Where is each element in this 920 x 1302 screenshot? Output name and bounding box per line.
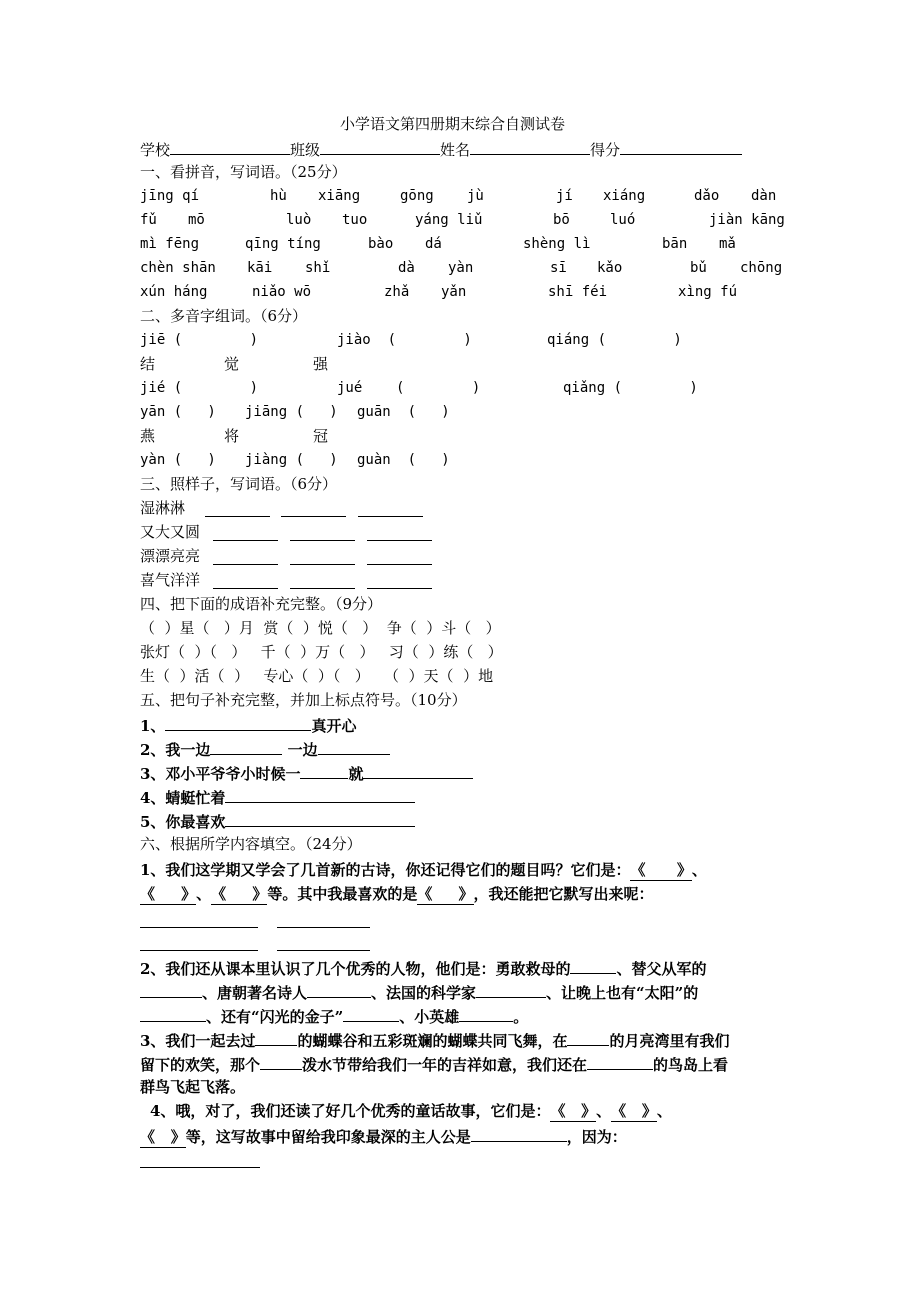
pinyin-blank[interactable]: qiáng ( ) — [547, 332, 682, 348]
pinyin-blank[interactable]: yān ( ) — [140, 404, 216, 420]
question-text: 的鸟岛上看 — [653, 1056, 729, 1074]
answer-blank[interactable] — [255, 1029, 297, 1046]
polyphonic-character: 结 — [140, 355, 156, 373]
pinyin-word: xìng fú — [678, 284, 738, 300]
question-text: 2、我们还从课本里认识了几个优秀的人物，他们是：勇敢救母的 — [140, 960, 571, 978]
separator: 、 — [691, 861, 707, 879]
class-blank[interactable] — [320, 138, 440, 155]
pinyin-word: niǎo wō — [252, 284, 312, 300]
polyphonic-character: 将 — [224, 427, 240, 445]
pinyin-blank[interactable]: yàn ( ) — [140, 452, 216, 468]
pinyin-word: qīng tíng — [245, 236, 321, 252]
answer-blank[interactable] — [290, 540, 355, 541]
question-text: 、替父从军的 — [616, 960, 707, 978]
pinyin-word: luò — [286, 212, 312, 228]
pinyin-word: mǎ — [719, 236, 736, 252]
pinyin-word: zhǎ — [384, 284, 410, 300]
pinyin-word: bǔ — [690, 260, 707, 276]
answer-blank[interactable] — [471, 1125, 567, 1142]
answer-blank[interactable] — [358, 516, 423, 517]
poem-line-blank[interactable] — [140, 927, 258, 928]
question-text: 。 — [513, 1008, 529, 1026]
q6-2-line2 — [140, 981, 698, 1003]
score-label: 得分 — [590, 141, 621, 159]
pinyin-word: bān — [662, 236, 688, 252]
sentence-text: 一边 — [287, 741, 318, 759]
sentence-text: 就 — [348, 765, 364, 783]
question-text: 4、哦，对了，我们还读了好几个优秀的童话故事，它们是： — [150, 1102, 551, 1120]
answer-blank[interactable] — [570, 957, 616, 974]
example-word: 漂漂亮亮 — [140, 547, 201, 565]
pinyin-blank[interactable]: jié ( ) — [140, 380, 259, 396]
answer-blank[interactable] — [367, 564, 432, 565]
pinyin-word: yàn — [448, 260, 474, 276]
poem-title-blank[interactable] — [140, 884, 196, 905]
poem-title-blank[interactable] — [211, 884, 267, 905]
name-label: 姓名 — [440, 141, 471, 159]
sentence-1 — [140, 714, 356, 736]
section-5-heading: 五、把句子补充完整，并加上标点符号。（10分） — [140, 691, 467, 709]
separator: 、 — [596, 1102, 612, 1120]
school-blank[interactable] — [170, 138, 290, 155]
answer-blank[interactable] — [281, 516, 346, 517]
student-info-line — [140, 138, 742, 160]
q6-1-line1 — [140, 860, 707, 881]
pinyin-word: hù — [270, 188, 287, 204]
pinyin-word: dá — [425, 236, 442, 252]
pinyin-word: chōng — [740, 260, 783, 276]
question-text: 3、我们一起去过 — [140, 1032, 256, 1050]
separator: 、 — [196, 885, 212, 903]
question-text: 的月亮湾里有我们 — [609, 1032, 730, 1050]
answer-blank[interactable] — [367, 540, 432, 541]
answer-blank[interactable] — [343, 1005, 399, 1022]
right-quote: 》 — [581, 1102, 597, 1120]
pinyin-word: kǎo — [597, 260, 623, 276]
pinyin-blank[interactable]: jiàng ( ) — [245, 452, 338, 468]
pinyin-word: xiáng — [603, 188, 646, 204]
sentence-text: 2、我一边 — [140, 741, 211, 759]
answer-blank[interactable] — [367, 588, 432, 589]
question-text: ，因为： — [566, 1128, 627, 1146]
page-title: 小学语文第四册期末综合自测试卷 — [340, 115, 566, 133]
pinyin-word: dǎo — [694, 188, 720, 204]
answer-blank[interactable] — [225, 786, 415, 803]
answer-blank[interactable] — [213, 540, 278, 541]
story-title-blank[interactable] — [550, 1101, 596, 1122]
answer-blank[interactable] — [307, 981, 371, 998]
section-1-heading: 一、看拼音，写词语。（25分） — [140, 163, 347, 181]
sentence-4 — [140, 786, 415, 808]
answer-blank[interactable] — [260, 1053, 302, 1070]
left-quote: 《 — [550, 1102, 566, 1120]
example-word: 湿淋淋 — [140, 499, 186, 517]
question-text: 等。其中我最喜欢的是 — [267, 885, 418, 903]
left-quote: 《 — [211, 885, 227, 903]
q6-2-line3 — [140, 1005, 528, 1027]
class-label: 班级 — [290, 141, 321, 159]
question-text: 、还有“闪光的金子” — [206, 1008, 344, 1026]
example-word: 又大又圆 — [140, 523, 201, 541]
answer-blank[interactable] — [225, 810, 415, 827]
pinyin-word: gōng — [400, 188, 434, 204]
answer-blank[interactable] — [140, 1005, 206, 1022]
poem-line-blank[interactable] — [277, 950, 370, 951]
section-2-heading: 二、多音字组词。（6分） — [140, 307, 308, 325]
sentence-text: 4、蜻蜓忙着 — [140, 789, 226, 807]
poem-line-blank[interactable] — [140, 950, 258, 951]
left-quote: 《 — [630, 861, 646, 879]
q6-2-line1 — [140, 957, 706, 979]
question-text: 的蝴蝶谷和五彩斑斓的蝴蝶共同飞舞，在 — [297, 1032, 568, 1050]
q6-1-line2 — [140, 884, 654, 905]
story-title-blank[interactable] — [611, 1101, 657, 1122]
answer-blank[interactable] — [476, 981, 546, 998]
pinyin-word: dàn — [751, 188, 777, 204]
sentence-text: 5、你最喜欢 — [140, 813, 226, 831]
pinyin-word: shǐ — [305, 260, 331, 276]
answer-blank[interactable] — [140, 981, 202, 998]
left-quote: 《 — [417, 885, 433, 903]
school-label: 学校 — [140, 141, 171, 159]
question-text: 、唐朝著名诗人 — [202, 984, 308, 1002]
question-text: 泼水节带给我们一年的吉祥如意，我们还在 — [302, 1056, 588, 1074]
pinyin-word: shèng lì — [523, 236, 591, 252]
polyphonic-character: 觉 — [224, 355, 240, 373]
right-quote: 》 — [458, 885, 474, 903]
q6-3-line2 — [140, 1053, 728, 1075]
pinyin-word: mō — [188, 212, 205, 228]
poem-line-blank[interactable] — [277, 927, 370, 928]
q6-3-line1 — [140, 1029, 729, 1051]
pinyin-blank[interactable]: qiǎng ( ) — [563, 380, 698, 396]
question-text: 留下的欢笑，那个 — [140, 1056, 261, 1074]
question-text: 等，这写故事中留给我印象最深的主人公是 — [185, 1128, 471, 1146]
pinyin-word: bào — [368, 236, 394, 252]
answer-blank[interactable] — [300, 762, 348, 779]
right-quote: 》 — [641, 1102, 657, 1120]
story-title-blank[interactable] — [140, 1127, 186, 1148]
q6-4-line2 — [140, 1125, 627, 1148]
pinyin-word: jù — [467, 188, 484, 204]
question-text: 1、我们这学期又学会了几首新的古诗，你还记得它们的题目吗？它们是： — [140, 861, 631, 879]
pinyin-blank[interactable]: jiāng ( ) — [245, 404, 338, 420]
favorite-poem-blank[interactable] — [417, 884, 473, 905]
q6-4-line1 — [150, 1101, 672, 1122]
section-3-heading: 三、照样子，写词语。（6分） — [140, 475, 338, 493]
pinyin-word: mì fēng — [140, 236, 200, 252]
pinyin-blank[interactable]: jué ( ) — [337, 380, 481, 396]
answer-blank[interactable] — [318, 738, 390, 755]
question-text: 、小英雄 — [399, 1008, 460, 1026]
question-text: ，我还能把它默写出来呢： — [473, 885, 654, 903]
pinyin-word: shī féi — [548, 284, 608, 300]
pinyin-word: bō — [553, 212, 570, 228]
sentence-5 — [140, 810, 415, 832]
pinyin-word: sī — [550, 260, 567, 276]
right-quote: 》 — [252, 885, 268, 903]
pinyin-word: jīng qí — [140, 188, 200, 204]
pinyin-word: xún háng — [140, 284, 208, 300]
pinyin-blank[interactable]: guàn ( ) — [357, 452, 450, 468]
sentence-3 — [140, 762, 473, 784]
answer-blank[interactable] — [363, 762, 473, 779]
pinyin-blank[interactable]: guān ( ) — [357, 404, 450, 420]
answer-blank[interactable] — [567, 1029, 609, 1046]
reason-blank[interactable] — [140, 1167, 260, 1168]
pinyin-word: yáng liǔ — [415, 212, 483, 228]
answer-blank[interactable] — [213, 564, 278, 565]
answer-blank[interactable] — [459, 1005, 513, 1022]
left-quote: 《 — [140, 1128, 156, 1146]
pinyin-blank[interactable]: jiào ( ) — [337, 332, 472, 348]
idiom-row: 张灯（ ）（ ） 千（ ）万（ ） 习（ ）练（ ） — [140, 643, 503, 661]
answer-blank[interactable] — [213, 588, 278, 589]
left-quote: 《 — [611, 1102, 627, 1120]
answer-blank[interactable] — [587, 1053, 653, 1070]
pinyin-word: xiāng — [318, 188, 361, 204]
pinyin-word: yǎn — [441, 284, 467, 300]
question-text: 、法国的科学家 — [371, 984, 477, 1002]
separator: 、 — [656, 1102, 672, 1120]
pinyin-word: tuo — [342, 212, 368, 228]
right-quote: 》 — [181, 885, 197, 903]
idiom-row: 生（ ）活（ ） 专心（ ）（ ） （ ）天（ ）地 — [140, 667, 494, 685]
right-quote: 》 — [170, 1128, 186, 1146]
sentence-text: 3、邓小平爷爷小时候一 — [140, 765, 301, 783]
left-quote: 《 — [140, 885, 156, 903]
pinyin-word: jí — [556, 188, 573, 204]
idiom-row: （ ）星（ ）月 赏（ ）悦（ ） 争（ ）斗（ ） — [140, 619, 501, 637]
name-blank[interactable] — [470, 138, 590, 155]
answer-blank[interactable] — [205, 516, 270, 517]
section-4-heading: 四、把下面的成语补充完整。（9分） — [140, 595, 383, 613]
pinyin-word: chèn shān — [140, 260, 216, 276]
pinyin-word: kāi — [247, 260, 273, 276]
pinyin-word: fǔ — [140, 212, 157, 228]
question-text: 、让晚上也有“太阳”的 — [546, 984, 699, 1002]
polyphonic-character: 强 — [313, 355, 329, 373]
pinyin-blank[interactable]: jiē ( ) — [140, 332, 259, 348]
example-word: 喜气洋洋 — [140, 571, 201, 589]
poem-title-blank[interactable] — [630, 860, 691, 881]
q-number: 1、 — [140, 717, 166, 735]
sentence-text: 真开心 — [311, 717, 357, 735]
pinyin-word: jiàn kāng — [709, 212, 785, 228]
pinyin-word: luó — [610, 212, 636, 228]
sentence-2 — [140, 738, 390, 760]
answer-blank[interactable] — [165, 714, 311, 731]
right-quote: 》 — [676, 861, 692, 879]
q6-3-line3: 群鸟飞起飞落。 — [140, 1078, 246, 1096]
pinyin-word: dà — [398, 260, 415, 276]
section-6-heading: 六、根据所学内容填空。（24分） — [140, 835, 362, 853]
score-blank[interactable] — [620, 138, 742, 155]
polyphonic-character: 燕 — [140, 427, 156, 445]
answer-blank[interactable] — [210, 738, 282, 755]
polyphonic-character: 冠 — [313, 427, 329, 445]
answer-blank[interactable] — [290, 564, 355, 565]
answer-blank[interactable] — [290, 588, 355, 589]
